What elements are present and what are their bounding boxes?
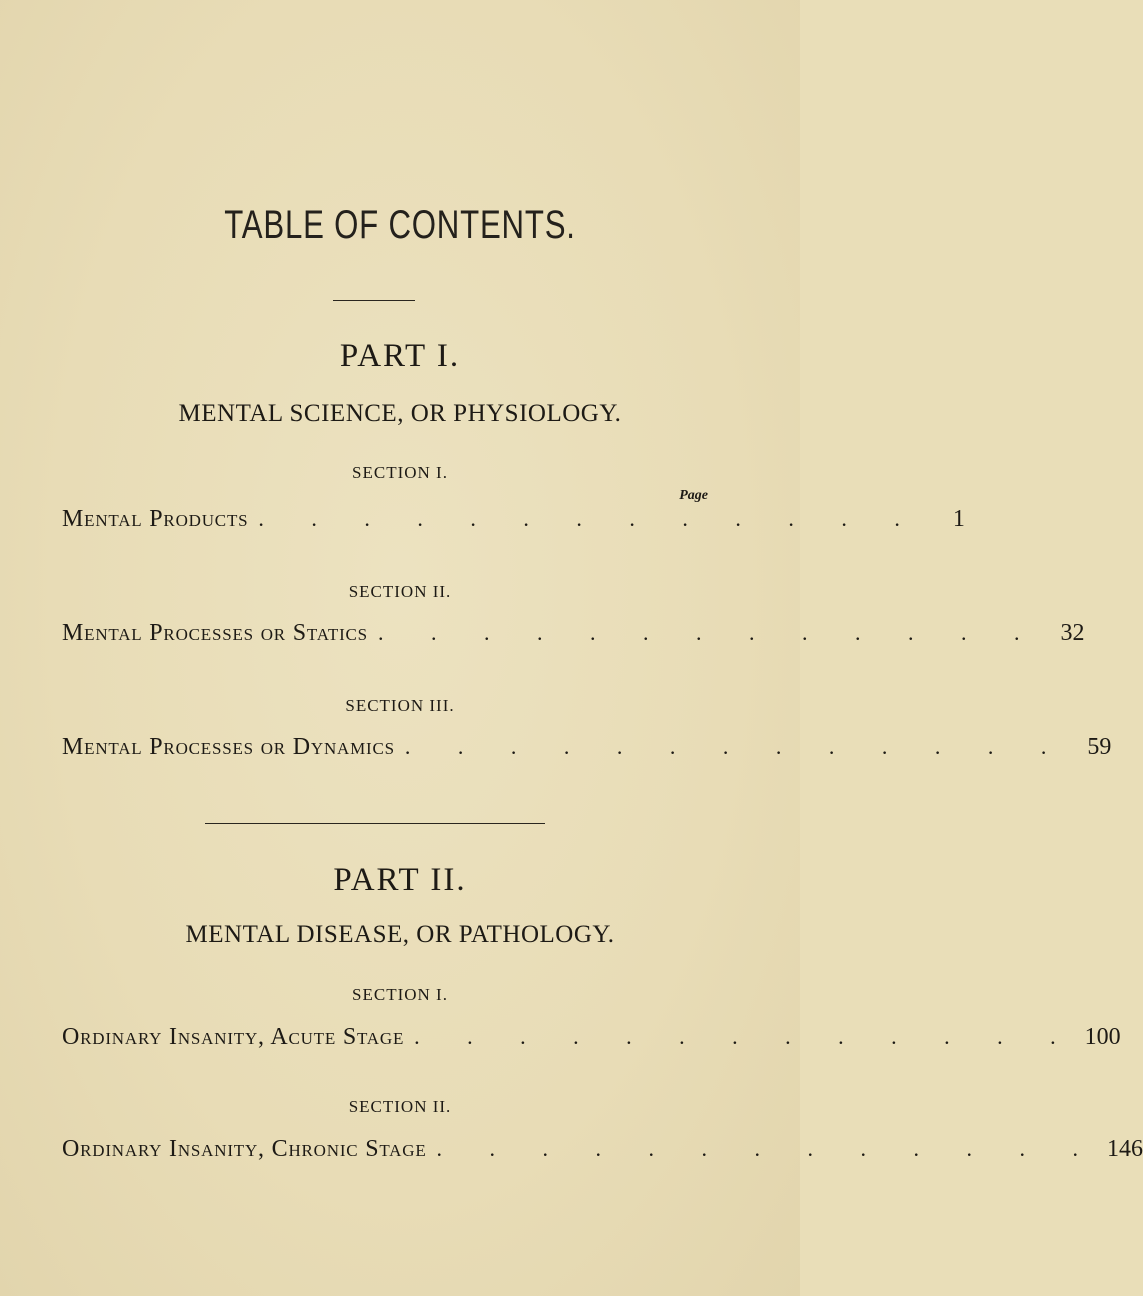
toc-entry[interactable]: [62, 731, 1112, 763]
toc-entry-title: Ordinary Insanity, Chronic Stage: [62, 1136, 427, 1162]
toc-entry-page: 59: [1087, 734, 1112, 760]
part-1-section-2-label: SECTION II.: [348, 582, 452, 601]
toc-entry[interactable]: [62, 617, 1085, 649]
part-1-section-3-label: SECTION III.: [345, 696, 455, 715]
toc-entry-page: 146: [1107, 1136, 1143, 1162]
part-divider: [205, 823, 545, 824]
dot-leader: . . . . . . . . . . . . .: [436, 1136, 1100, 1161]
page-column-header: Page: [679, 488, 708, 503]
toc-entry[interactable]: [62, 1021, 1121, 1053]
dot-leader: . . . . . . . . . . . . .: [414, 1024, 1077, 1049]
part-1-section-1-label: SECTION I.: [352, 463, 448, 482]
toc-entry-page: 100: [1084, 1024, 1121, 1050]
part-1-heading: PART I.: [339, 338, 461, 374]
toc-entry[interactable]: [62, 503, 965, 535]
dot-leader: . . . . . . . . . . . . .: [404, 734, 1068, 759]
toc-entry-title: Ordinary Insanity, Acute Stage: [62, 1024, 405, 1050]
part-2-heading: PART II.: [333, 862, 467, 898]
dot-leader: . . . . . . . . . . . . .: [258, 506, 921, 531]
dot-leader: . . . . . . . . . . . . .: [377, 620, 1041, 645]
toc-entry-title: Mental Processes or Statics: [62, 620, 368, 646]
part-2-section-1-label: SECTION I.: [352, 985, 448, 1004]
toc-entry-page: 1: [952, 506, 965, 532]
part-2-subject: MENTAL DISEASE, OR PATHOLOGY.: [185, 921, 615, 948]
title-divider: [333, 300, 415, 301]
toc-entry[interactable]: [62, 1133, 1143, 1165]
toc-entry-title: Mental Products: [62, 506, 249, 532]
part-1-subject: MENTAL SCIENCE, OR PHYSIOLOGY.: [178, 400, 622, 427]
toc-entry-title: Mental Processes or Dynamics: [62, 734, 395, 760]
page-title: TABLE OF CONTENTS.: [224, 203, 576, 247]
toc-entry-page: 32: [1060, 620, 1085, 646]
part-2-section-2-label: SECTION II.: [348, 1097, 452, 1116]
